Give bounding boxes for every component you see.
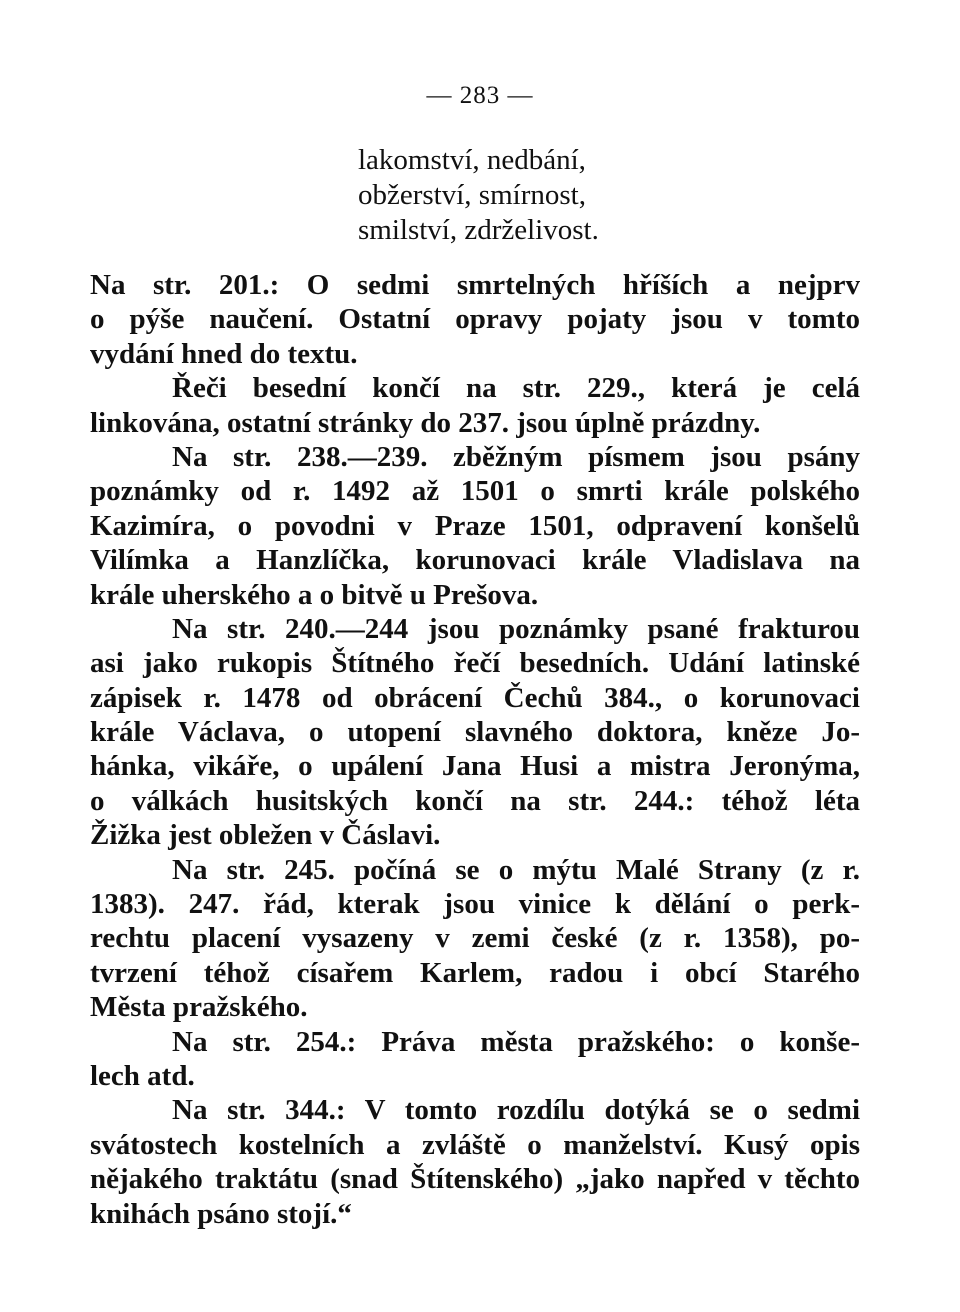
paragraph: [90, 1093, 860, 1231]
text-line: poznámky od r. 1492 až 1501 o smrti krále polského: [90, 475, 860, 508]
text-line: tvrzení téhož císařem Karlem, radou i obcí Starého: [90, 956, 860, 989]
text-line: Na str. 254.: Práva města pražského: o konše-: [172, 1025, 860, 1058]
text-line: Na str. 344.: V tomto rozdílu dotýká se o sedmi: [172, 1094, 860, 1127]
intro-line: lakomství, nedbání,: [358, 144, 586, 176]
text-line: knihách psáno stojí.“: [90, 1197, 352, 1230]
intro-list: [358, 143, 599, 248]
text-line: hánka, vikáře, o upálení Jana Husi a mistra Jeronýma,: [90, 750, 860, 783]
body-text: [90, 268, 860, 1231]
text-line: o válkách husitských končí na str. 244.: téhož léta: [90, 784, 860, 817]
text-line: zápisek r. 1478 od obrácení Čechů 384., o korunovaci: [90, 681, 860, 714]
text-line: Města pražského.: [90, 991, 308, 1024]
text-line: nějakého traktátu (snad Štítenského) „jako napřed v těchto: [90, 1163, 860, 1196]
intro-line: smilství, zdrželivost.: [358, 214, 599, 246]
intro-line: obžerství, smírnost,: [358, 179, 586, 211]
text-line: Kazimíra, o povodni v Praze 1501, odpravení konšelů: [90, 509, 860, 542]
text-line: Na str. 240.—244 jsou poznámky psané frakturou: [172, 612, 860, 645]
paragraph: [90, 853, 860, 1025]
page-number: — 283 —: [426, 82, 534, 109]
text-line: o pýše naučení. Ostatní opravy pojaty jsou v tomto: [90, 303, 860, 336]
text-line: Vilímka a Hanzlíčka, korunovaci krále Vladislava na: [90, 544, 860, 577]
paragraph: [90, 268, 860, 371]
text-line: asi jako rukopis Štítného řečí besedních. Udání latinské: [90, 647, 860, 680]
text-line: vydání hned do textu.: [90, 337, 358, 370]
paragraph: [90, 612, 860, 853]
text-line: Na str. 201.: O sedmi smrtelných hříších a nejprv: [90, 269, 860, 301]
paragraph: [90, 371, 860, 440]
text-line: linkována, ostatní stránky do 237. jsou úplně prázdny.: [90, 406, 761, 439]
text-line: Řeči besední končí na str. 229., která je celá: [172, 372, 860, 405]
paragraph: [90, 1025, 860, 1094]
paragraph: [90, 440, 860, 612]
text-line: krále uherského a o bitvě u Prešova.: [90, 578, 539, 611]
text-line: svátostech kostelních a zvláště o manželství. Kusý opis: [90, 1128, 860, 1161]
text-line: lech atd.: [90, 1059, 195, 1092]
text-line: Žižka jest obležen v Čáslavi.: [90, 819, 441, 852]
text-line: Na str. 238.—239. zběžným písmem jsou psány: [172, 440, 860, 473]
text-line: 1383). 247. řád, kterak jsou vinice k dělání o perk-: [90, 888, 860, 921]
text-line: krále Václava, o utopení slavného doktora, kněze Jo-: [90, 716, 860, 749]
text-line: rechtu placení vysazeny v zemi české (z r. 1358), po-: [90, 922, 860, 955]
text-line: Na str. 245. počíná se o mýtu Malé Strany (z r.: [172, 853, 860, 886]
